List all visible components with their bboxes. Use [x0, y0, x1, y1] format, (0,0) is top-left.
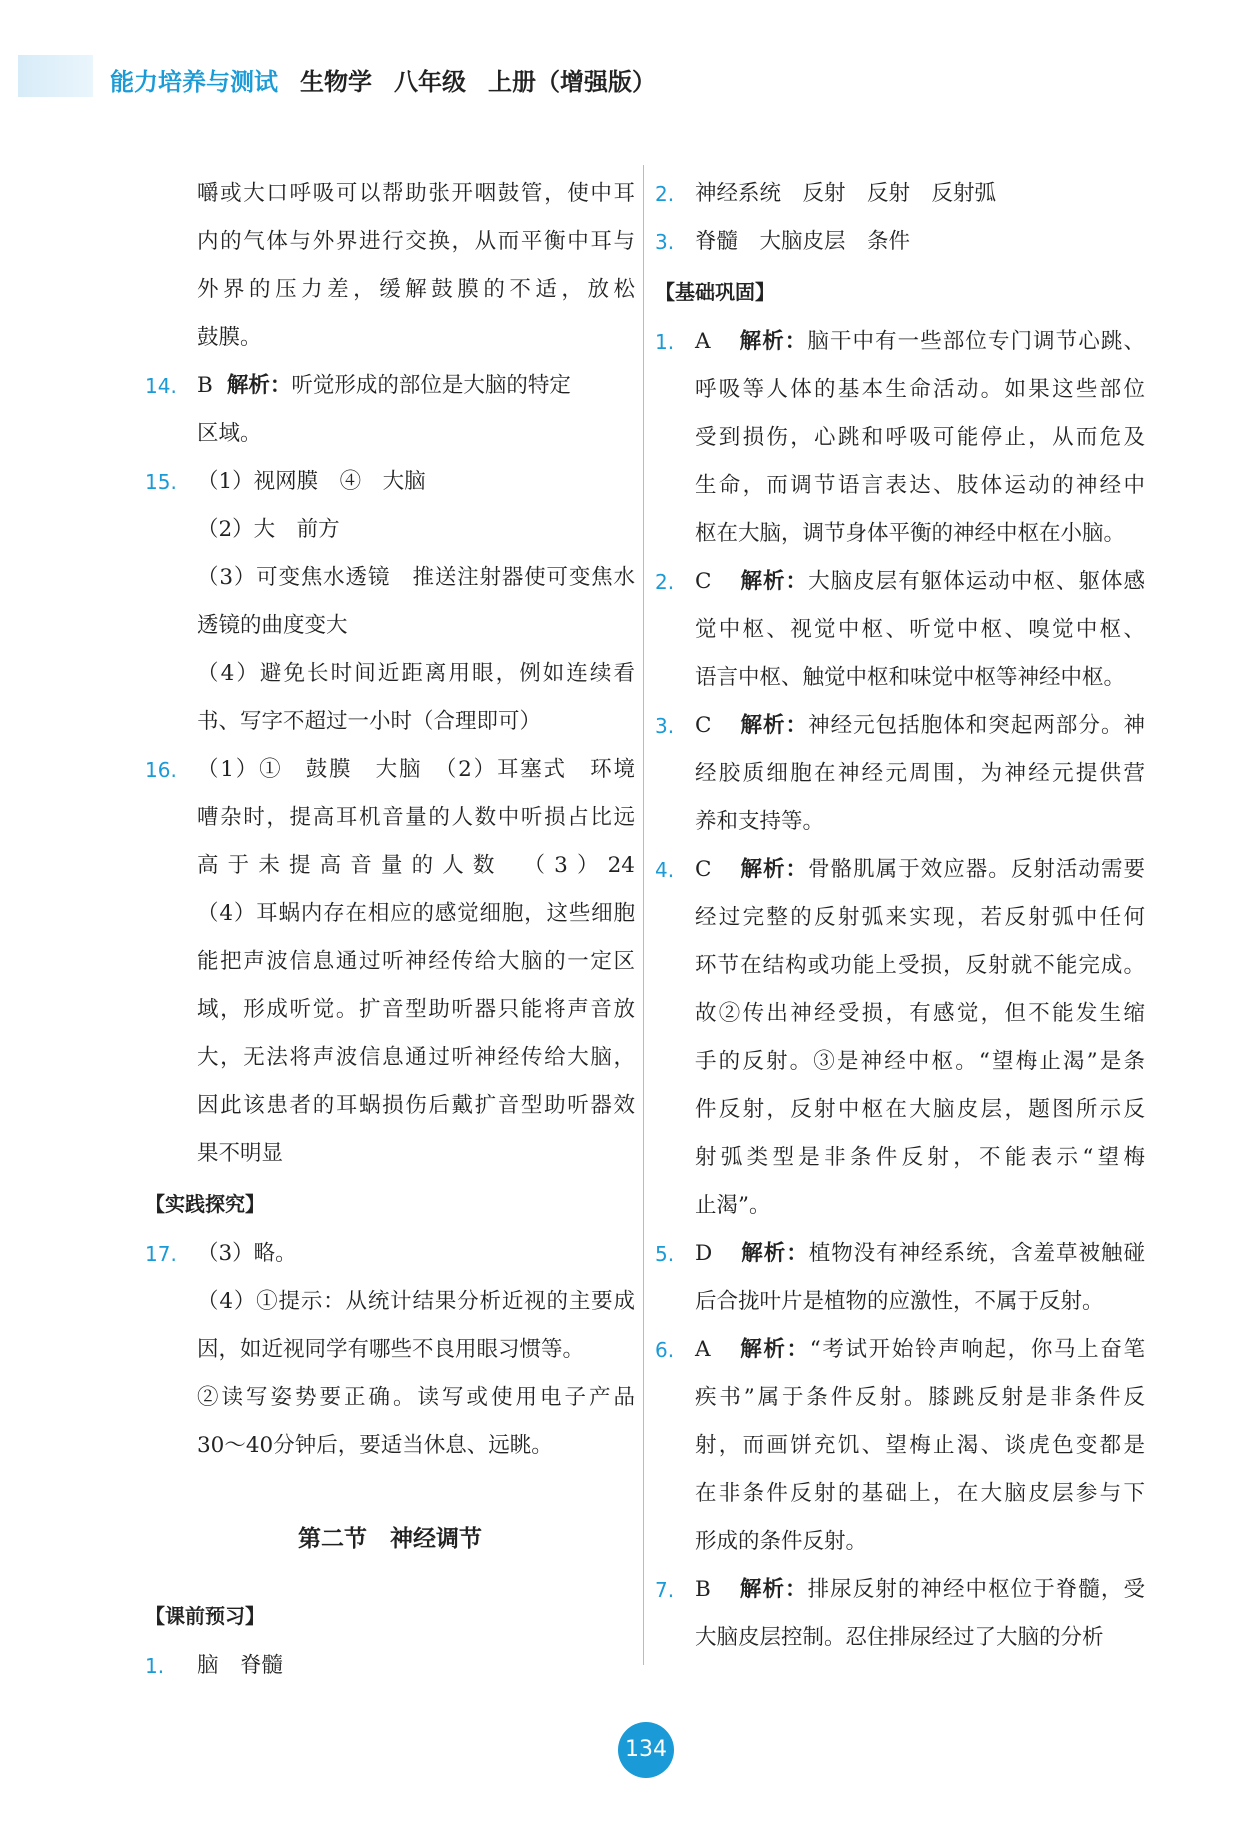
answer-line: （4）耳蜗内存在相应的感觉细胞，这些细胞 — [197, 901, 635, 926]
question-number: 1. — [145, 1654, 165, 1678]
base-answer-item — [655, 702, 1145, 846]
answer-line: 射，而画饼充饥、望梅止渴、谈虎色变都是 — [695, 1433, 1145, 1458]
analysis-label: 解析： — [738, 329, 808, 354]
question-number: 14. — [145, 374, 177, 398]
analysis-label: 解析： — [739, 713, 809, 738]
answer-choice: A — [695, 1337, 711, 1362]
question-number: 15. — [145, 470, 177, 494]
answer-line: 疾书”属于条件反射。膝跳反射是非条件反 — [695, 1385, 1145, 1410]
answer-line: 大脑皮层有躯体运动中枢、躯体感 — [808, 569, 1145, 594]
series-title: 能力培养与测试 — [110, 68, 278, 96]
answer-line: （4）避免长时间近距离用眼，例如连续看 — [197, 661, 635, 686]
answer-line: 鼓膜。 — [197, 325, 262, 350]
answer-line: 生命，而调节语言表达、肢体运动的神经中 — [695, 473, 1145, 498]
answer-line: 养和支持等。 — [695, 809, 825, 834]
answer-line: 嚼或大口呼吸可以帮助张开咽鼓管，使中耳 — [197, 181, 635, 206]
answer-line: 外界的压力差，缓解鼓膜的不适，放松 — [197, 277, 635, 302]
answer-line: 经胶质细胞在神经元周围，为神经元提供营 — [695, 761, 1145, 786]
answer-line: 呼吸等人体的基本生命活动。如果这些部位 — [695, 377, 1145, 402]
preview-heading: 【课前预习】 — [145, 1604, 265, 1628]
answer-line: 止渴”。 — [695, 1193, 771, 1218]
answer-line: 能把声波信息通过听神经传给大脑的一定区 — [197, 949, 635, 974]
answer-line: 听觉形成的部位是大脑的特定 — [291, 373, 571, 398]
answer-choice: C — [695, 569, 712, 594]
answer-choice: C — [695, 857, 712, 882]
answer-line: 后合拢叶片是植物的应激性，不属于反射。 — [695, 1289, 1104, 1314]
answer-item-16 — [145, 746, 635, 1178]
base-answer-list — [655, 318, 1145, 1662]
answer-line: 高于未提高音量的人数 （3）24 — [197, 853, 635, 878]
answer-line: 脊髓 大脑皮层 条件 — [695, 229, 911, 254]
answer-line: （4）①提示：从统计结果分析近视的主要成 — [197, 1289, 635, 1314]
question-number: 16. — [145, 758, 177, 782]
base-answer-item — [655, 1326, 1145, 1566]
section-title: 第二节 神经调节 — [298, 1525, 482, 1552]
answer-line: 透镜的曲度变大 — [197, 613, 348, 638]
answer-line: 环节在结构或功能上受损，反射就不能完成。 — [695, 953, 1145, 978]
question-number: 3. — [655, 230, 675, 254]
base-answer-item — [655, 1230, 1145, 1326]
answer-choice: B — [197, 373, 213, 398]
base-answer-item — [655, 318, 1145, 558]
answer-line: 形成的条件反射。 — [695, 1529, 868, 1554]
answer-line: 果不明显 — [197, 1141, 284, 1166]
answer-choice: A — [695, 329, 711, 354]
answer-line: 枢在大脑，调节身体平衡的神经中枢在小脑。 — [695, 521, 1126, 546]
answer-line: 嘈杂时，提高耳机音量的人数中听损占比远 — [197, 805, 635, 830]
question-number: 7. — [655, 1578, 675, 1602]
answer-line: “考试开始铃声响起，你马上奋笔 — [809, 1337, 1145, 1362]
preview-item-3 — [655, 218, 1145, 266]
left-column — [145, 170, 635, 1690]
answer-line: （2）大 前方 — [197, 517, 340, 542]
answer-choice: B — [695, 1577, 711, 1602]
question-number: 1. — [655, 330, 675, 354]
answer-line: 域，形成听觉。扩音型助听器只能将声音放 — [197, 997, 635, 1022]
answer-line: 30～40分钟后，要适当休息、远眺。 — [197, 1433, 553, 1458]
answer-line: 神经系统 反射 反射 反射弧 — [695, 181, 997, 206]
practice-heading: 【实践探究】 — [145, 1192, 265, 1216]
answer-line: 语言中枢、触觉中枢和味觉中枢等神经中枢。 — [695, 665, 1126, 690]
analysis-label: 解析： — [740, 1241, 809, 1266]
analysis-label: 解析： — [226, 373, 292, 398]
preview-item-2 — [655, 170, 1145, 218]
question-number: 6. — [655, 1338, 675, 1362]
header-accent-bar — [18, 55, 93, 97]
answer-line: 骨骼肌属于效应器。反射活动需要 — [808, 857, 1145, 882]
answer-line: 大，无法将声波信息通过听神经传给大脑， — [197, 1045, 635, 1070]
column-divider — [643, 165, 644, 1665]
question-number: 5. — [655, 1242, 675, 1266]
answer-line: （1）视网膜 ④ 大脑 — [197, 469, 426, 494]
base-answer-item — [655, 846, 1145, 1230]
answer-line: 经过完整的反射弧来实现，若反射弧中任何 — [695, 905, 1145, 930]
answer-line: 受到损伤，心跳和呼吸可能停止，从而危及 — [695, 425, 1145, 450]
question-number: 4. — [655, 858, 675, 882]
answer-line: 区域。 — [197, 421, 262, 446]
question-number: 17. — [145, 1242, 177, 1266]
answer-item-15 — [145, 458, 635, 746]
answer-line: （3）可变焦水透镜 推送注射器使可变焦水 — [197, 565, 635, 590]
question-number: 3. — [655, 714, 675, 738]
answer-choice: D — [695, 1241, 713, 1266]
answer-line: 射弧类型是非条件反射，不能表示“望梅 — [695, 1145, 1145, 1170]
answer-item-14 — [145, 362, 635, 458]
question-number: 2. — [655, 182, 675, 206]
answer-line: 排尿反射的神经中枢位于脊髓，受 — [807, 1577, 1145, 1602]
base-answer-item — [655, 558, 1145, 702]
answer-line: 内的气体与外界进行交换，从而平衡中耳与 — [197, 229, 635, 254]
answer-line: 件反射，反射中枢在大脑皮层，题图所示反 — [695, 1097, 1145, 1122]
base-heading: 【基础巩固】 — [655, 280, 775, 304]
answer-line: 植物没有神经系统，含羞草被触碰 — [808, 1241, 1145, 1266]
answer-line: 大脑皮层控制。忍住排尿经过了大脑的分析 — [695, 1625, 1104, 1650]
answer-line: 神经元包括胞体和突起两部分。神 — [808, 713, 1145, 738]
volume-title: 上册（增强版） — [488, 68, 656, 96]
analysis-label: 解析： — [738, 1577, 808, 1602]
answer-line: 因，如近视同学有哪些不良用眼习惯等。 — [197, 1337, 585, 1362]
answer-line: 觉中枢、视觉中枢、听觉中枢、嗅觉中枢、 — [695, 617, 1145, 642]
analysis-label: 解析： — [739, 569, 809, 594]
answer-line: 因此该患者的耳蜗损伤后戴扩音型助听器效 — [197, 1093, 635, 1118]
answer-line: 脑 脊髓 — [197, 1653, 284, 1678]
answer-line: （1）① 鼓膜 大脑 （2）耳塞式 环境 — [197, 757, 635, 782]
answer-line: （3）略。 — [197, 1241, 297, 1266]
right-column — [655, 170, 1145, 1662]
continued-answer — [145, 170, 635, 362]
question-number: 2. — [655, 570, 675, 594]
answer-line: 在非条件反射的基础上，在大脑皮层参与下 — [695, 1481, 1145, 1506]
answer-item-17 — [145, 1230, 635, 1470]
page-header — [110, 62, 656, 97]
answer-line: 手的反射。③是神经中枢。“望梅止渴”是条 — [695, 1049, 1145, 1074]
base-answer-item — [655, 1566, 1145, 1662]
answer-line: ②读写姿势要正确。读写或使用电子产品 — [197, 1385, 635, 1410]
answer-line: 脑干中有一些部位专门调节心跳、 — [807, 329, 1145, 354]
preview-item-1 — [145, 1642, 635, 1690]
answer-choice: C — [695, 713, 712, 738]
analysis-label: 解析： — [738, 1337, 810, 1362]
analysis-label: 解析： — [739, 857, 809, 882]
page-number: 134 — [618, 1722, 674, 1778]
grade-title: 八年级 — [394, 68, 466, 96]
answer-line: 故②传出神经受损，有感觉，但不能发生缩 — [695, 1001, 1145, 1026]
answer-line: 书、写字不超过一小时（合理即可） — [197, 709, 542, 734]
subject-title: 生物学 — [300, 68, 372, 96]
